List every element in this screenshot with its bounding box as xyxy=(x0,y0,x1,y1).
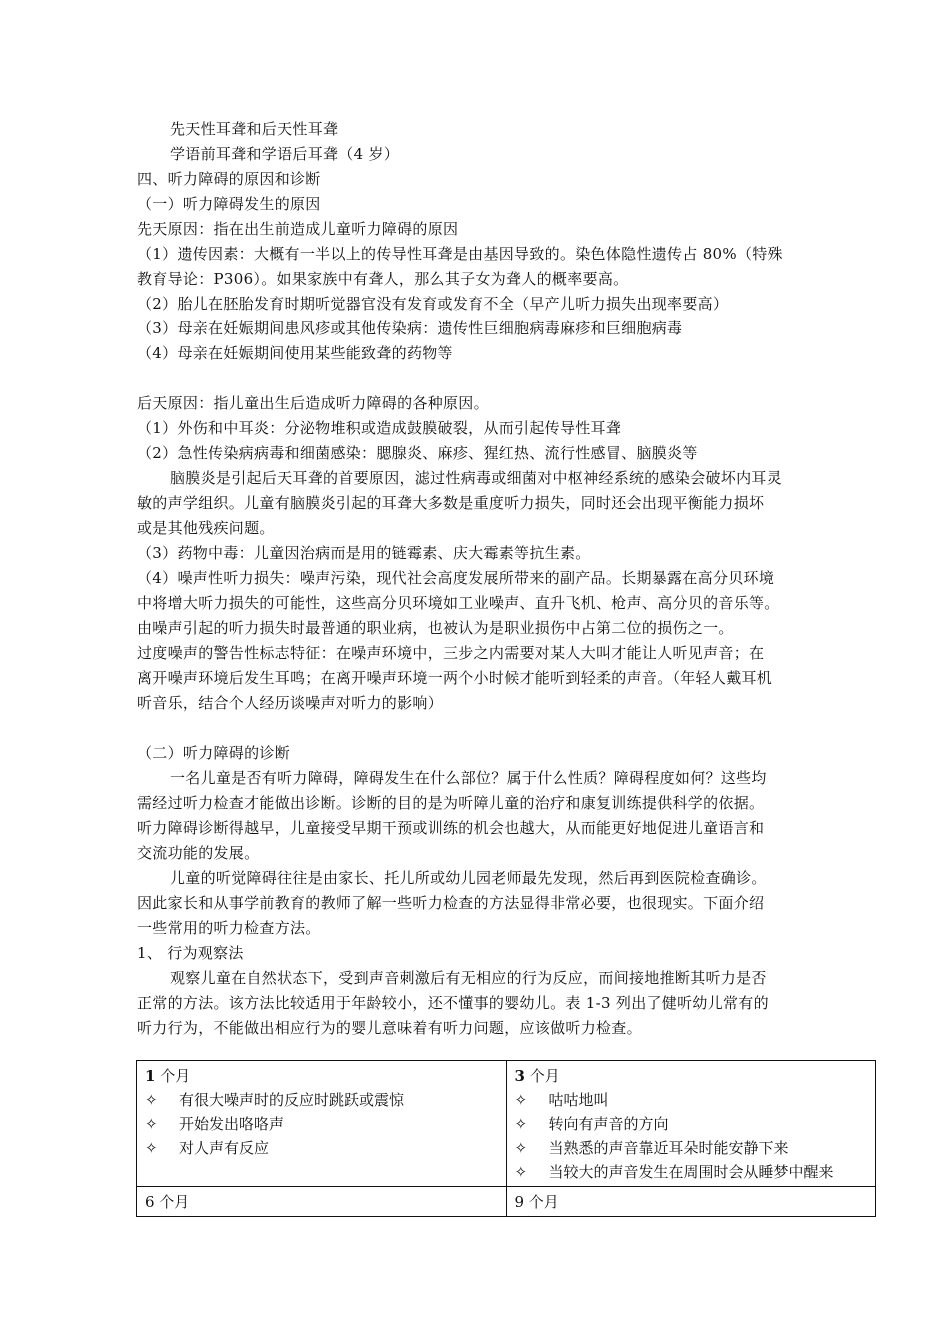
bullet-icon: ✧ xyxy=(145,1091,158,1109)
text-line: 观察儿童在自然状态下，受到声音刺激后有无相应的行为反应，而间接地推断其听力是否 xyxy=(170,969,767,987)
text-line: （1）外伤和中耳炎：分泌物堆积或造成鼓膜破裂，从而引起传导性耳聋 xyxy=(137,419,622,437)
text-line: （3）药物中毒：儿童因治病而是用的链霉素、庆大霉素等抗生素。 xyxy=(137,544,591,562)
text-line: 离开噪声环境后发生耳鸣；在离开噪声环境一两个小时候才能听到轻柔的声音。（年轻人戴耳机 xyxy=(137,669,773,687)
table-cell-9-months: 9 个月 xyxy=(506,1187,876,1217)
hearing-behavior-table xyxy=(136,1060,876,1217)
text-line: 先天原因：指在出生前造成儿童听力障碍的原因 xyxy=(137,220,459,238)
bullet-icon: ✧ xyxy=(145,1115,158,1133)
text-line: 中将增大听力损失的可能性，这些高分贝环境如工业噪声、直升飞机、枪声、高分贝的音乐等。 xyxy=(137,594,780,612)
text-line: 教育导论：P306）。如果家族中有聋人，那么其子女为聋人的概率要高。 xyxy=(137,270,629,288)
text-line: 听音乐，结合个人经历谈噪声对听力的影响） xyxy=(137,694,444,712)
text-line: 脑膜炎是引起后天耳聋的首要原因，滤过性病毒或细菌对中枢神经系统的感染会破坏内耳灵 xyxy=(170,469,783,487)
text-line: 由噪声引起的听力损失时最普通的职业病，也被认为是职业损伤中占第二位的损伤之一。 xyxy=(137,619,734,637)
text-line: （2）急性传染病病毒和细菌感染：腮腺炎、麻疹、猩红热、流行性感冒、脑膜炎等 xyxy=(137,444,698,462)
list-item: ✧ 当较大的声音发生在周围时会从睡梦中醒来 xyxy=(515,1160,868,1184)
list-item: ✧ 当熟悉的声音靠近耳朵时能安静下来 xyxy=(515,1136,868,1160)
list-item: ✧ 开始发出咯咯声 xyxy=(145,1112,498,1136)
text-line: （2）胎儿在胚胎发育时期听觉器官没有发育或发育不全（早产儿听力损失出现率要高） xyxy=(137,295,729,313)
bullet-icon: ✧ xyxy=(145,1139,158,1157)
text-line: 敏的声学组织。儿童有脑膜炎引起的耳聋大多数是重度听力损失，同时还会出现平衡能力损坏 xyxy=(137,494,765,512)
text-line: 学语前耳聋和学语后耳聋（4 岁） xyxy=(170,145,400,163)
method-heading: 1、 行为观察法 xyxy=(137,944,244,962)
table-cell-1-month xyxy=(137,1061,507,1187)
list-item: ✧ 咕咕地叫 xyxy=(515,1088,868,1112)
text-line: （1）遗传因素：大概有一半以上的传导性耳聋是由基因导致的。染色体隐性遗传占 80%（特殊 xyxy=(137,245,783,263)
text-line: 儿童的听觉障碍往往是由家长、托儿所或幼儿园老师最先发现，然后再到医院检查确诊。 xyxy=(170,869,767,887)
text-line: （4）噪声性听力损失：噪声污染，现代社会高度发展所带来的副产品。长期暴露在高分贝环境 xyxy=(137,569,775,587)
text-line: （3）母亲在妊娠期间患风疹或其他传染病：遗传性巨细胞病毒麻疹和巨细胞病毒 xyxy=(137,319,683,337)
list-item: ✧ 有很大噪声时的反应时跳跃或震惊 xyxy=(145,1088,498,1112)
text-line: 或是其他残疾问题。 xyxy=(137,519,275,537)
text-line: 一名儿童是否有听力障碍，障碍发生在什么部位？属于什么性质？障碍程度如何？这些均 xyxy=(170,769,767,787)
section-heading: 四、听力障碍的原因和诊断 xyxy=(137,170,321,188)
text-line: 因此家长和从事学前教育的教师了解一些听力检查的方法显得非常必要，也很现实。下面介绍 xyxy=(137,894,765,912)
cell-heading: 3 个月 xyxy=(514,1067,560,1085)
text-line: 后天原因：指儿童出生后造成听力障碍的各种原因。 xyxy=(137,394,489,412)
text-line: 过度噪声的警告性标志特征：在噪声环境中，三步之内需要对某人大叫才能让人听见声音；在 xyxy=(137,644,765,662)
bullet-icon: ✧ xyxy=(514,1091,528,1109)
table-cell-6-months: 6 个月 xyxy=(137,1187,507,1217)
table-row xyxy=(137,1061,876,1187)
text-line: 听力障碍诊断得越早，儿童接受早期干预或训练的机会也越大，从而能更好地促进儿童语言和 xyxy=(137,819,765,837)
text-line: 需经过听力检查才能做出诊断。诊断的目的是为听障儿童的治疗和康复训练提供科学的依据。 xyxy=(137,794,765,812)
cell-heading: 1 个月 xyxy=(145,1067,191,1085)
text-line: 听力行为，不能做出相应行为的婴儿意味着有听力问题，应该做听力检查。 xyxy=(137,1019,642,1037)
text-line: 一些常用的听力检查方法。 xyxy=(137,919,321,937)
table-row xyxy=(137,1187,876,1217)
bullet-icon: ✧ xyxy=(514,1139,528,1157)
table-cell-3-months xyxy=(506,1061,876,1187)
text-line: 正常的方法。该方法比较适用于年龄较小，还不懂事的婴幼儿。表 1-3 列出了健听幼儿常有的 xyxy=(137,994,769,1012)
bullet-icon: ✧ xyxy=(514,1115,528,1133)
subsection-heading: （一）听力障碍发生的原因 xyxy=(137,195,321,213)
list-item: ✧ 对人声有反应 xyxy=(145,1136,498,1160)
bullet-icon: ✧ xyxy=(514,1163,528,1181)
text-line: （4）母亲在妊娠期间使用某些能致聋的药物等 xyxy=(137,344,453,362)
list-item: ✧ 转向有声音的方向 xyxy=(515,1112,868,1136)
text-line: 先天性耳聋和后天性耳聋 xyxy=(170,120,339,138)
text-line: 交流功能的发展。 xyxy=(137,844,260,862)
subsection-heading: （二）听力障碍的诊断 xyxy=(137,744,291,762)
